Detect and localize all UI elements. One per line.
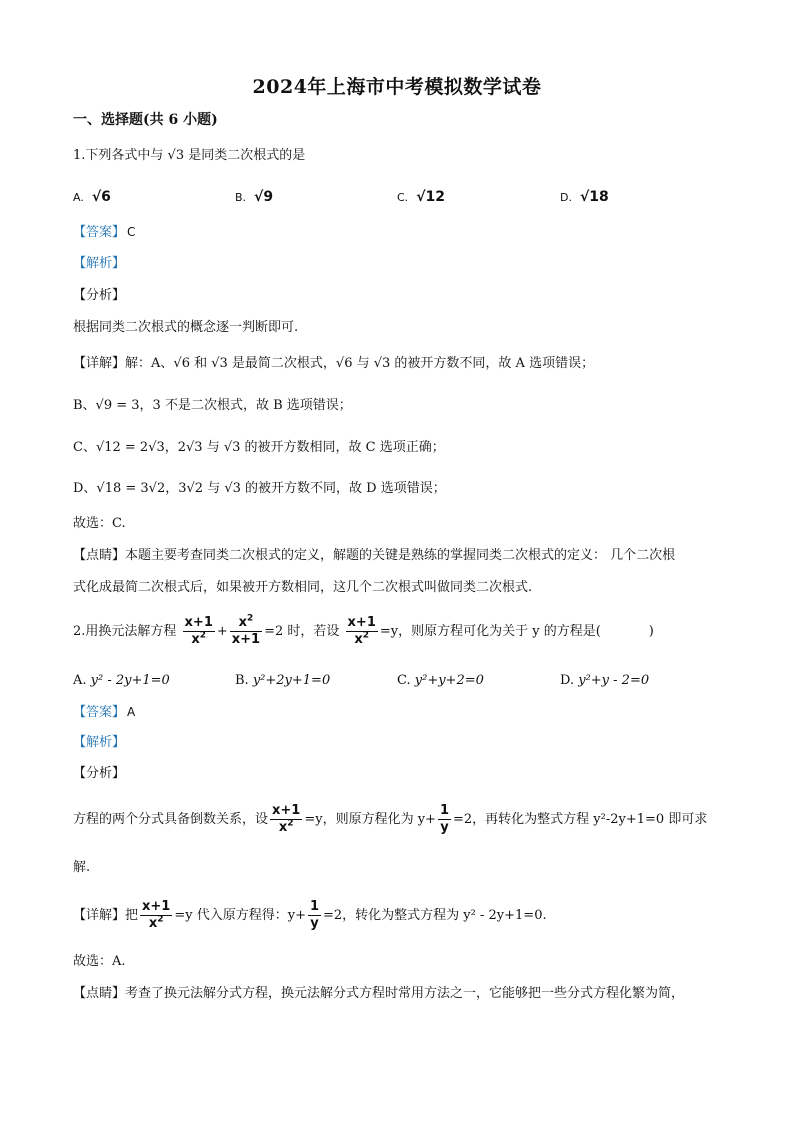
answer-value: C — [127, 225, 136, 239]
option-label: A. — [73, 673, 87, 688]
q2-option-c — [397, 670, 484, 692]
q2-analysis-tag: 【解析】 — [73, 735, 126, 750]
comment-tag: 【点睛】 — [73, 548, 126, 563]
q1-comment-line1 — [73, 546, 734, 566]
comment-text: 本题主要考查同类二次根式的定义，解题的关键是熟练的掌握同类二次根式的定义： 几个二次根 — [125, 548, 676, 563]
q1-fenxi-tag: 【分析】 — [73, 288, 126, 303]
stem-mid1: =2 时，若设 — [264, 624, 340, 639]
option-value: y²+2y+1=0 — [252, 673, 331, 688]
q1-option-c — [397, 186, 445, 209]
option-label: D. — [560, 191, 572, 204]
comment-text: 考查了换元法解分式方程，换元法解分式方程时常用方法之一，它能够把一些分式方程化繁为简， — [125, 986, 685, 1001]
page-title: 2024年上海市中考模拟数学试卷 — [252, 76, 542, 98]
option-label: B. — [235, 191, 247, 204]
stem-mid2: =y，则原方程可化为关于 y 的方程是( — [379, 624, 601, 639]
q1-option-d — [560, 186, 609, 209]
q2-fenxi-tag: 【分析】 — [73, 766, 126, 781]
option-value: √18 — [579, 189, 609, 205]
detail-tag: 【详解】 — [73, 356, 126, 371]
stem-prefix: 2.用换元法解方程 — [73, 624, 177, 639]
answer-tag: 【答案】 — [73, 225, 126, 240]
q2-fenxi-text — [73, 800, 734, 840]
q2-option-d — [560, 670, 649, 692]
q2-choose: 故选：A. — [73, 954, 126, 969]
fenxi-mid: =y，则原方程化为 y+ — [304, 812, 436, 827]
q1-comment-line2: 式化成最简二次根式后，如果被开方数相同，这几个二次根式叫做同类二次根式. — [73, 580, 533, 595]
comment-tag: 【点睛】 — [73, 986, 126, 1001]
fraction-x1-over-x2: $\frac{x+1}{x^2}$ — [184, 615, 213, 647]
option-label: A. — [73, 191, 84, 204]
q2-detail — [73, 896, 734, 936]
q1-answer — [73, 222, 734, 243]
q2-option-a — [73, 670, 170, 692]
detail-text: 解：A、√6 和 √3 是最简二次根式，√6 与 √3 的被开方数不同，故 A 选项错误； — [125, 356, 595, 371]
section-heading: 一、选择题(共 6 小题) — [73, 112, 218, 128]
detail-mid: =y 代入原方程得：y+ — [174, 908, 306, 923]
q1-option-b — [235, 186, 273, 209]
detail-tag: 【详解】 — [73, 908, 126, 923]
q1-stem: 1.下列各式中与 √3 是同类二次根式的是 — [73, 148, 306, 163]
fraction-x2-over-x1: $\frac{x^2}{x+1}$ — [231, 613, 261, 647]
fenxi-suffix: =2，再转化为整式方程 y²-2y+1=0 即可求 — [453, 812, 708, 827]
option-value: y² - 2y+1=0 — [90, 673, 170, 688]
option-label: C. — [397, 673, 411, 688]
q1-analysis-tag: 【解析】 — [73, 256, 126, 271]
stem-end: ) — [648, 624, 654, 639]
option-value: y²+y - 2=0 — [578, 673, 650, 688]
q1-detail-c: C、√12 = 2√3，2√3 与 √3 的被开方数相同，故 C 选项正确； — [73, 440, 445, 455]
q2-answer — [73, 702, 734, 723]
detail-prefix: 把 — [125, 908, 139, 923]
q2-option-b — [235, 670, 330, 692]
q2-fenxi-end: 解. — [73, 860, 91, 875]
q1-option-a — [73, 186, 111, 209]
q1-choose: 故选：C. — [73, 516, 126, 531]
fraction-one-over-y: $\frac{1}{y}$ — [439, 803, 449, 835]
fenxi-prefix: 方程的两个分式具备倒数关系，设 — [73, 812, 269, 827]
answer-value: A — [127, 705, 136, 719]
option-label: B. — [235, 673, 249, 688]
option-value: √12 — [416, 189, 446, 205]
option-label: D. — [560, 673, 575, 688]
answer-tag: 【答案】 — [73, 705, 126, 720]
q2-stem: 2.用换元法解方程 $\frac{x+1}{x^2}$ + $\frac{x^2}{x+1}$ =2 时，若设 $\frac{x+1}{x^2}$ =y，则原方程可化为关于 y 的方程是( ) — [73, 613, 654, 647]
option-value: √9 — [254, 189, 274, 205]
detail-suffix: =2，转化为整式方程为 y² - 2y+1=0. — [323, 908, 547, 923]
option-value: √6 — [91, 189, 111, 205]
fraction-one-over-y: $\frac{1}{y}$ — [309, 899, 320, 931]
q1-fenxi-text: 根据同类二次根式的概念逐一判断即可. — [73, 320, 299, 335]
fraction-substitution: $\frac{x+1}{x^2}$ — [347, 615, 376, 647]
option-label: C. — [397, 191, 409, 204]
fraction-substitution: $\frac{x+1}{x^2}$ — [142, 899, 171, 931]
q1-detail-b: B、√9 = 3，3 不是二次根式，故 B 选项错误； — [73, 398, 352, 413]
fraction-substitution: $\frac{x+1}{x^2}$ — [272, 803, 301, 835]
q1-detail-a — [73, 354, 734, 374]
q2-comment — [73, 984, 734, 1004]
option-value: y²+y+2=0 — [414, 673, 484, 688]
q1-detail-d: D、√18 = 3√2，3√2 与 √3 的被开方数不同，故 D 选项错误； — [73, 481, 446, 496]
